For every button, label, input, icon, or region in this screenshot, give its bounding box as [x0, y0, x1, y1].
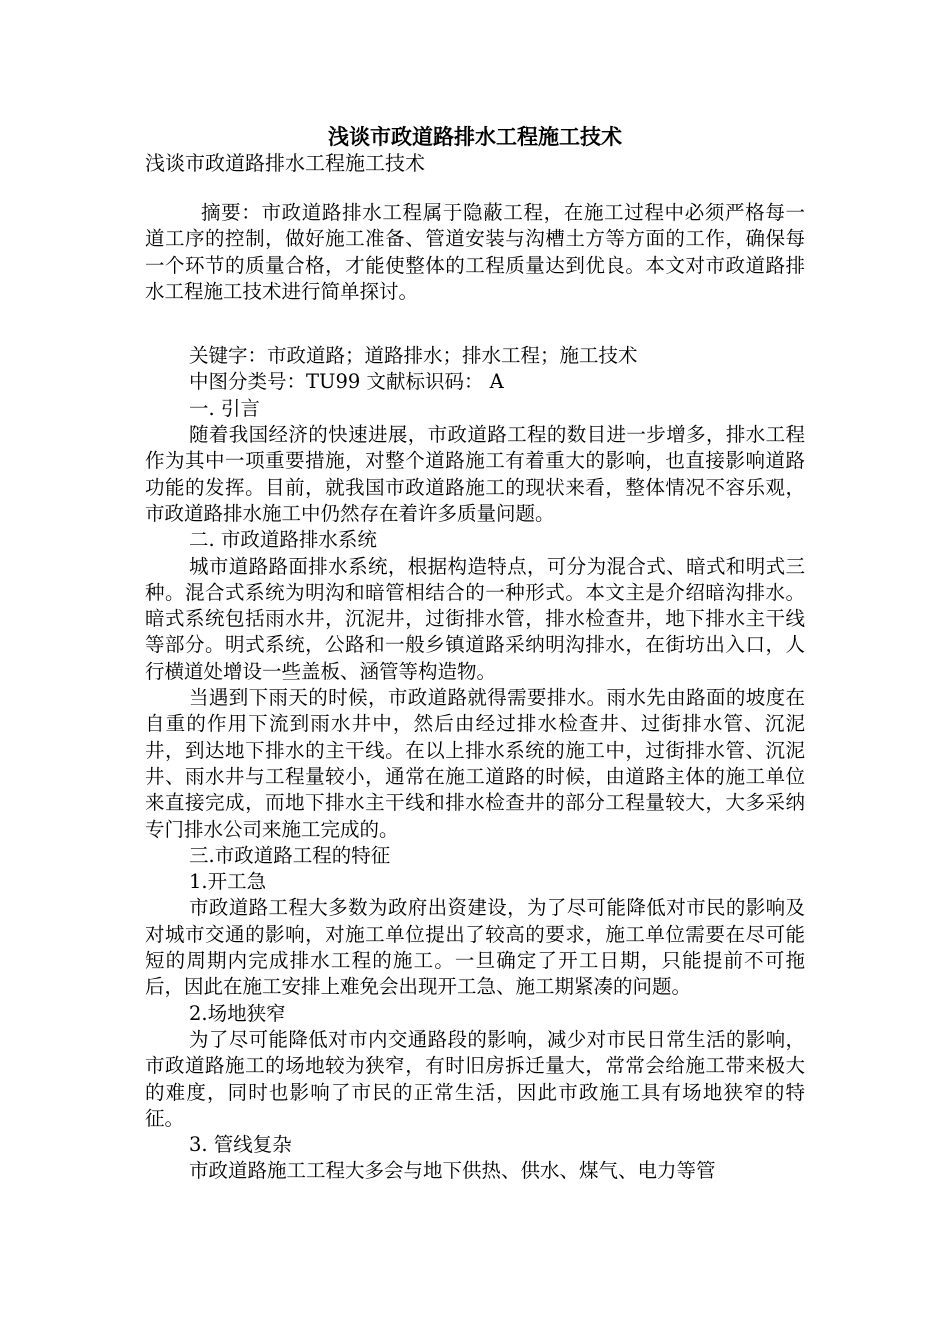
complex-pipelines-paragraph: 市政道路施工工程大多会与地下供热、供水、煤气、电力等管: [189, 1159, 716, 1183]
intro-paragraph: 随着我国经济的快速进展，市政道路工程的数目进一步增多，排水工程作为其中一项重要措施，对整个道路施工有着重大的影响，也直接影响道路功能的发挥。目前，就我国市政道路施工的现状来看，整体情况不容乐观，市政道路排水施工中仍然存在着许多质量问题。: [145, 423, 805, 525]
keywords-line: 关键字：市政道路；道路排水；排水工程；施工技术: [189, 344, 638, 368]
spacer: [145, 305, 805, 331]
document-subtitle: 浅谈市政道路排水工程施工技术: [145, 151, 425, 175]
section-heading-drainage-system: 二. 市政道路排水系统: [189, 528, 377, 552]
drainage-system-paragraph-1: 城市道路路面排水系统，根据构造特点，可分为混合式、暗式和明式三种。混合式系统为明沟和暗管相结合的一种形式。本文主是介绍暗沟排水。暗式系统包括雨水井，沉泥井，过街排水管，排水检查井，地下排水主干线等部分。明式系统，公路和一般乡镇道路采纳明沟排水，在街坊出入口，人行横道处增设一些盖板、涵管等构造物。: [145, 554, 805, 683]
narrow-site-paragraph: 为了尽可能降低对市内交通路段的影响，减少对市民日常生活的影响，市政道路施工的场地较为狭窄，有时旧房拆迁量大，常常会给施工带来极大的难度，同时也影响了市民的正常生活，因此市政施工具有场地狭窄的特征。: [145, 1027, 805, 1130]
drainage-system-paragraph-2: 当遇到下雨天的时候，市政道路就得需要排水。雨水先由路面的坡度在自重的作用下流到雨水井中，然后由经过排水检查井、过街排水管、沉泥井，到达地下排水的主干线。在以上排水系统的施工中，过街排水管、沉泥井、雨水井与工程量较小，通常在施工道路的时候，由道路主体的施工单位来直接完成，而地下排水主干线和排水检查井的部分工程量较大，大多采纳专门排水公司来施工完成的。: [145, 686, 805, 841]
section-heading-features: 三.市政道路工程的特征: [189, 843, 391, 867]
classification-line: 中图分类号：TU99 文献标识码： A: [189, 370, 504, 394]
urgent-start-paragraph: 市政道路工程大多数为政府出资建设，为了尽可能降低对市民的影响及对城市交通的影响，对施工单位提出了较高的要求，施工单位需要在尽可能短的周期内完成排水工程的施工。一旦确定了开工日期，只能提前不可拖后，因此在施工安排上难免会出现开工急、施工期紧凑的问题。: [145, 896, 805, 999]
subheading-narrow-site: 2.场地狭窄: [189, 1001, 286, 1025]
subheading-complex-pipelines: 3. 管线复杂: [189, 1133, 292, 1157]
subheading-urgent-start: 1.开工急: [189, 870, 267, 894]
section-heading-intro: 一. 引言: [189, 396, 260, 420]
abstract-paragraph: 摘要：市政道路排水工程属于隐蔽工程，在施工过程中必须严格每一道工序的控制，做好施工准备、管道安装与沟槽土方等方面的工作，确保每一个环节的质量合格，才能使整体的工程质量达到优良。本文对市政道路排水工程施工技术进行简单探讨。: [145, 201, 805, 303]
document-body: [145, 200, 805, 1185]
document-title: 浅谈市政道路排水工程施工技术: [328, 125, 622, 149]
